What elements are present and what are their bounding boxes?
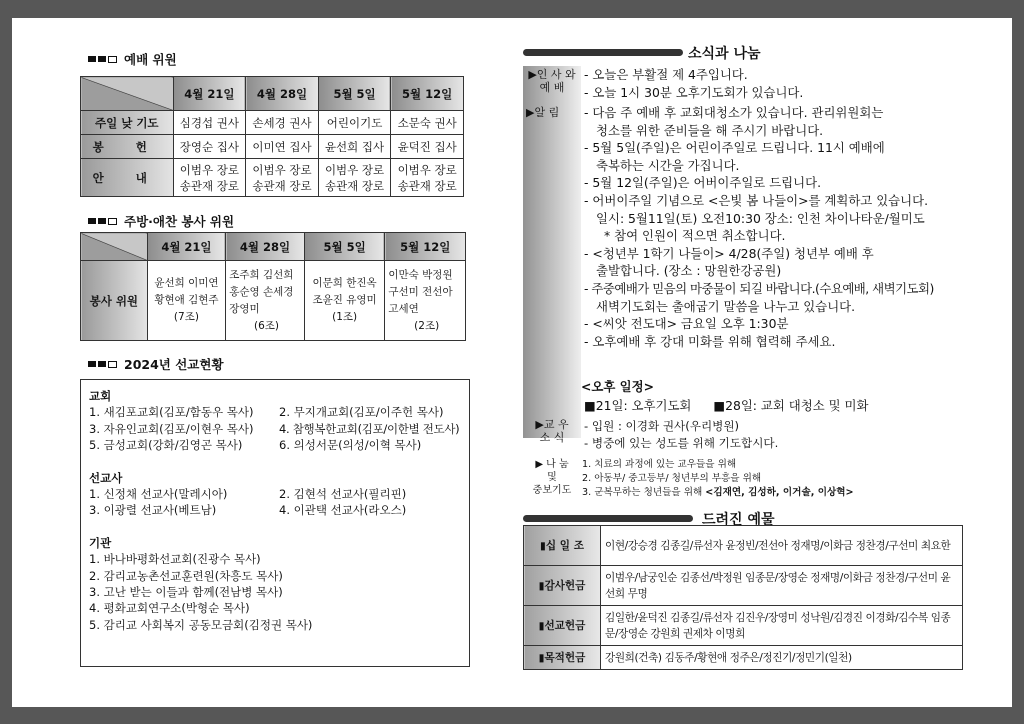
date-header: 5월 5일: [304, 233, 385, 261]
mission-box: [80, 379, 470, 667]
list-item: 3. 고난 받는 이들과 함께(전남병 목사): [89, 585, 283, 600]
table-cell: 윤선희 집사: [318, 135, 391, 159]
list-item: - 어버이주일 기념으로 <은빛 봄 나들이>를 계획하고 있습니다.: [584, 192, 929, 208]
list-item: 새벽기도회는 출애굽기 말씀을 나누고 있습니다.: [596, 298, 856, 314]
square-bullet-icon: [88, 218, 96, 224]
table-corner: [81, 77, 174, 111]
church-heading: 교회: [89, 389, 112, 403]
title-bar: [523, 515, 693, 522]
table-cell: 이범우 장로 송관재 장로: [318, 159, 391, 197]
list-item: 축복하는 시간을 가집니다.: [596, 157, 740, 173]
list-item: 일시: 5월11일(토) 오전10:30 장소: 인천 차이나타운/월미도: [596, 210, 925, 226]
row-label: 안 내: [81, 159, 174, 197]
list-item: 청소를 위한 준비들을 해 주시기 바랍니다.: [596, 122, 824, 138]
date-header: 5월 5일: [318, 77, 391, 111]
volunteer-cell: 조주희 김선희 홍순영 손세경 장영미 (6조): [226, 261, 305, 341]
list-item: - 입원 : 이경화 권사(우리병원): [584, 419, 740, 433]
list-item: - 병중에 있는 성도를 위해 기도합시다.: [584, 436, 779, 450]
missionary-list: [89, 486, 469, 519]
label-greeting: ▶인 사 와 예 배: [528, 68, 576, 94]
list-item: - 오늘 1시 30분 오후기도회가 있습니다.: [584, 84, 804, 100]
org-heading: 기관: [89, 535, 112, 550]
list-item: 3. 이광렬 선교사(베트남): [89, 503, 217, 518]
news-title: 소식과 나눔: [688, 46, 761, 62]
hollow-square-bullet-icon: [108, 361, 117, 368]
list-item: 3. 군복무하는 청년들을 위해 <김재연, 김성하, 이거솔, 이상혁>: [582, 487, 854, 498]
list-item: 4. 평화교회연구소(박형순 목사): [89, 601, 250, 616]
list-item: * 참여 인원이 적으면 취소합니다.: [604, 228, 786, 244]
mission-section-title: 2024년 선교현황: [88, 355, 224, 373]
hollow-square-bullet-icon: [108, 56, 117, 63]
list-item: 4. 참행복한교회(김포/이한별 전도사): [279, 421, 460, 436]
list-item: 출발합니다. (장소 : 망원한강공원): [596, 263, 782, 279]
worship-table: [80, 76, 464, 197]
list-item: - 5월 5일(주일)은 어린이주일로 드립니다. 11시 예배에: [584, 140, 885, 156]
table-cell: 소문숙 권사: [391, 111, 464, 135]
table-cell: 이미연 집사: [246, 135, 319, 159]
offering-label: ▮감사헌금: [524, 566, 601, 606]
list-item: 2. 아동부/ 중고등부/ 청년부의 부흥을 위해: [582, 473, 762, 484]
list-item: 3. 자유인교회(김포/이현우 목사): [89, 421, 254, 436]
list-item: 5. 감리교 사회복지 공동모금회(김정권 목사): [89, 617, 313, 632]
date-header: 4월 21일: [173, 77, 246, 111]
kitchen-section-title: 주방·애찬 봉사 위원: [88, 212, 234, 230]
label-notice: ▶알 림: [526, 106, 560, 119]
square-bullet-icon: [98, 218, 106, 224]
list-item: - 주중예배가 믿음의 마중물이 되길 바랍니다.(수요예배, 새벽기도회): [584, 280, 934, 296]
table-corner: [81, 233, 148, 261]
list-item: - <청년부 1학기 나들이> 4/28(주일) 청년부 예배 후: [584, 245, 874, 261]
volunteer-cell: 이문희 한진옥 조윤진 유영미 (1조): [304, 261, 385, 341]
table-cell: 윤덕진 집사: [391, 135, 464, 159]
bulletin-sheet: [12, 18, 1012, 707]
row-label: 봉사 위원: [81, 261, 148, 341]
kitchen-table: [80, 232, 466, 341]
row-label: 봉 헌: [81, 135, 174, 159]
date-header: 4월 21일: [147, 233, 226, 261]
date-header: 4월 28일: [246, 77, 319, 111]
volunteer-cell: 윤선희 이미연 황현애 김현주 (7조): [147, 261, 226, 341]
table-cell: 손세경 권사: [246, 111, 319, 135]
list-item: 6. 의성서문(의성/이혁 목사): [279, 438, 422, 453]
list-item: - 오후예배 후 강대 미화를 위해 협력해 주세요.: [584, 333, 836, 349]
offering-names: 강원희(건축) 김동주/황현애 정주은/정진기/정민기(일천): [601, 646, 963, 670]
greeting-list: [584, 66, 803, 101]
offering-label: ▮목적헌금: [524, 646, 601, 670]
member-list: [584, 418, 778, 452]
square-bullet-icon: [88, 361, 96, 367]
list-item: 1. 신정채 선교사(말레시아): [89, 487, 228, 502]
offering-label: ▮선교헌금: [524, 606, 601, 646]
list-item: 2. 감리교농촌선교훈련원(차흥도 목사): [89, 568, 283, 583]
table-cell: 장영순 집사: [173, 135, 246, 159]
table-cell: 이범우 장로 송관재 장로: [246, 159, 319, 197]
table-cell: 이범우 장로 송관재 장로: [391, 159, 464, 197]
list-item: ■21일: 오후기도회: [584, 398, 692, 413]
list-item: 5. 금성교회(강화/김영곤 목사): [89, 438, 243, 453]
list-item: - 5월 12일(주일)은 어버이주일로 드립니다.: [584, 175, 822, 191]
list-item: 4. 이관택 선교사(라오스): [279, 503, 407, 518]
square-bullet-icon: [88, 56, 96, 62]
list-item: ■28일: 교회 대청소 및 미화: [713, 398, 869, 413]
list-item: - 다음 주 예배 후 교회대청소가 있습니다. 관리위원회는: [584, 105, 884, 120]
list-item: 1. 새김포교회(김포/함동우 목사): [89, 405, 254, 420]
missionary-heading: 선교사: [89, 470, 123, 485]
church-list: [89, 404, 469, 453]
hollow-square-bullet-icon: [108, 218, 117, 225]
list-item: 2. 김현석 선교사(필리핀): [279, 487, 407, 502]
offerings-table: [523, 525, 963, 670]
date-header: 5월 12일: [391, 77, 464, 111]
offering-names: 이현/강승경 김종길/류선자 윤정빈/전선아 정재명/이화금 정찬경/구선미 최요한: [601, 526, 963, 566]
offering-names: 김일한/윤덕진 김종길/류선자 김진우/장영미 성낙원/김경진 이경화/김수복 임종문/장영순 강원희 권제차 이명희: [601, 606, 963, 646]
offering-names: 이범우/남궁인순 김종선/박정원 임종문/장영순 정재명/이화금 정찬경/구선미 윤선희 무명: [601, 566, 963, 606]
square-bullet-icon: [98, 56, 106, 62]
label-column: [523, 66, 581, 438]
list-item: 1. 바나바평화선교회(진광수 목사): [89, 552, 261, 567]
offerings-title: 드려진 예물: [702, 512, 775, 528]
list-item: - <씨앗 전도대> 금요일 오후 1:30분: [584, 316, 789, 332]
org-list: [89, 551, 469, 633]
table-cell: 심경섭 권사: [173, 111, 246, 135]
notice-list: [584, 104, 934, 350]
table-cell: 이범우 장로 송관재 장로: [173, 159, 246, 197]
offering-label: ▮십 일 조: [524, 526, 601, 566]
square-bullet-icon: [98, 361, 106, 367]
row-label: 주일 낮 기도: [81, 111, 174, 135]
worship-section-title: 예배 위원: [88, 50, 177, 68]
table-cell: 어린이기도: [318, 111, 391, 135]
list-item: 2. 무지개교회(김포/이주헌 목사): [279, 405, 444, 420]
list-item: 1. 치료의 과정에 있는 교우들을 위해: [582, 459, 737, 470]
title-bar: [523, 49, 683, 56]
afternoon-title: <오후 일정>: [581, 379, 654, 394]
volunteer-cell: 이만숙 박정원 구선미 전선아 고세연 (2조): [385, 261, 466, 341]
prayer-list: [582, 458, 854, 500]
afternoon-list: [584, 397, 869, 415]
date-header: 4월 28일: [226, 233, 305, 261]
date-header: 5월 12일: [385, 233, 466, 261]
label-prayer: ▶ 나 눔 및 중보기도: [532, 459, 572, 496]
list-item: - 오늘은 부활절 제 4주입니다.: [584, 67, 748, 82]
label-member: ▶교 우 소 식: [535, 418, 569, 444]
